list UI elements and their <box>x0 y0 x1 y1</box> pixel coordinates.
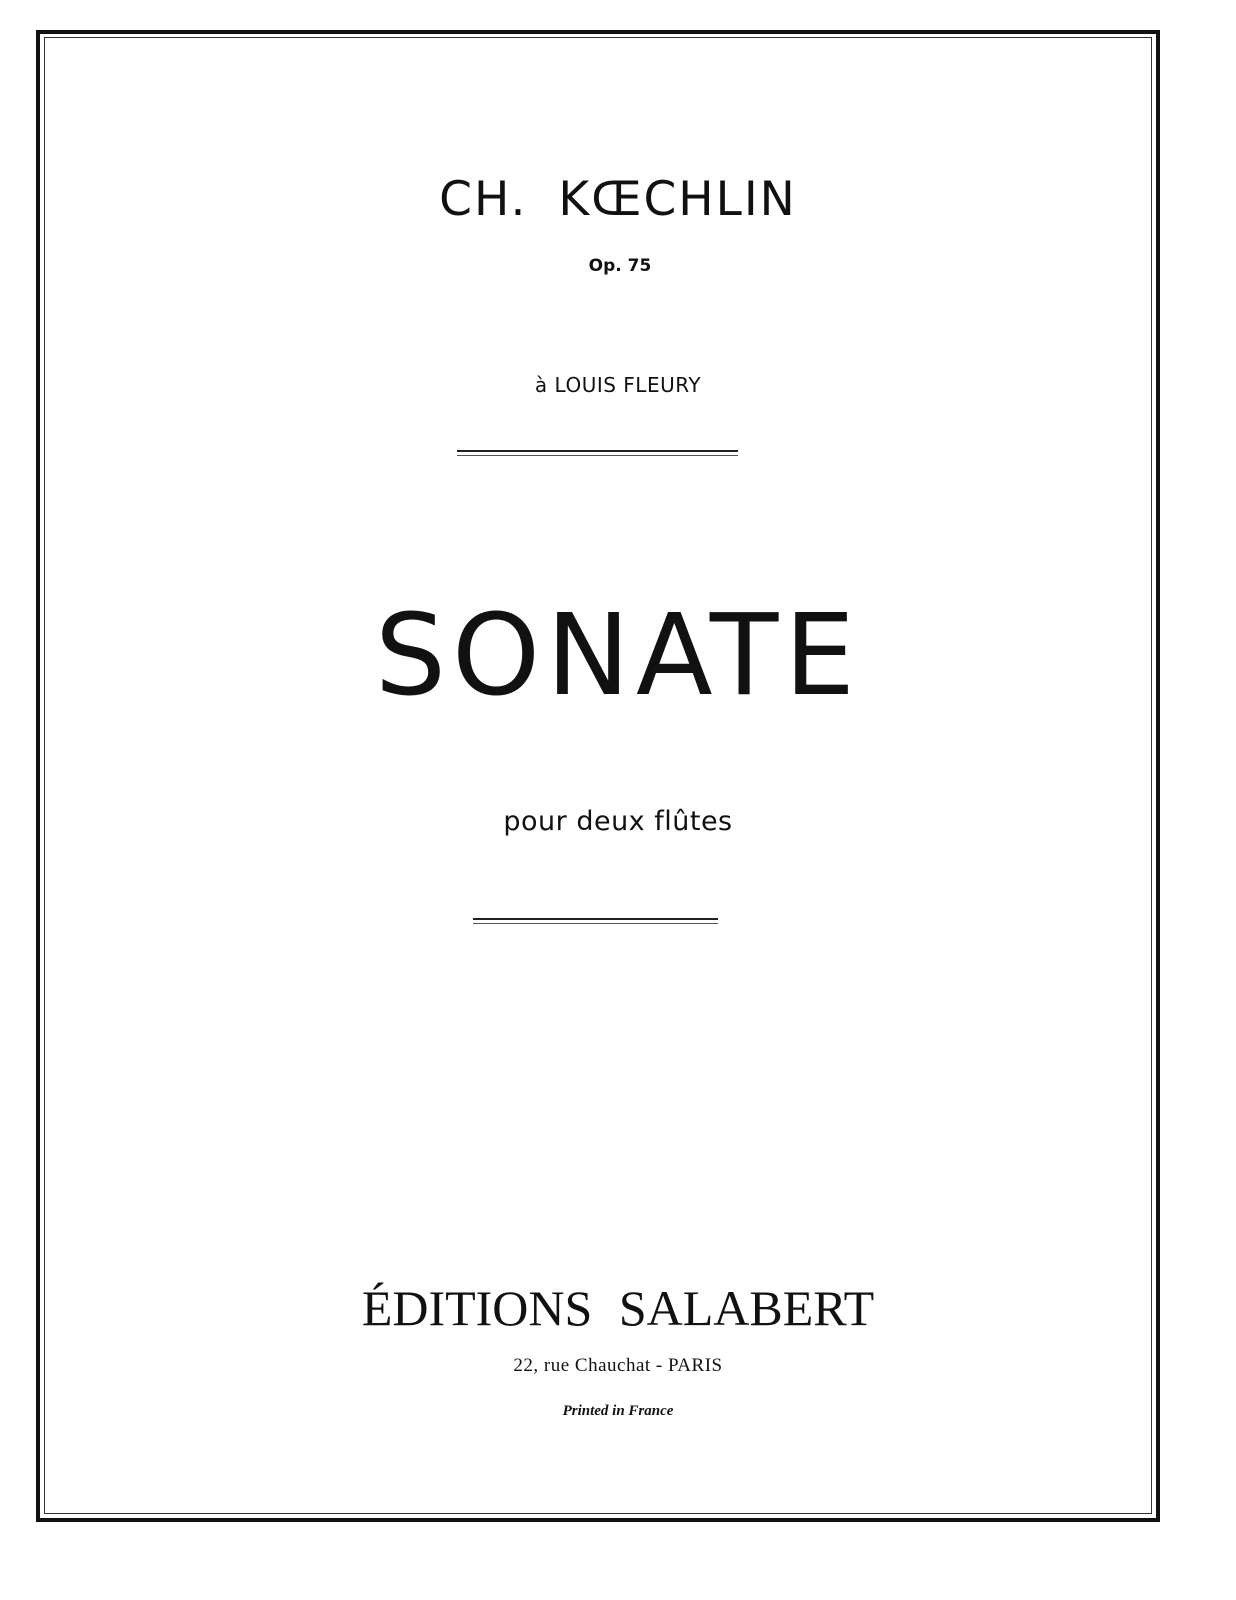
work-title: SONATE <box>374 591 862 721</box>
composer-name: CH. KŒCHLIN <box>439 172 797 227</box>
work-subtitle: pour deux flûtes <box>503 806 733 837</box>
publisher-address: 22, rue Chauchat - PARIS <box>513 1355 723 1376</box>
divider-bottom <box>473 918 718 924</box>
publisher-name: ÉDITIONS SALABERT <box>361 1280 875 1336</box>
divider-top <box>457 450 738 456</box>
opus-number: Op. 75 <box>588 256 652 276</box>
dedication: à LOUIS FLEURY <box>534 373 702 397</box>
printed-note: Printed in France <box>562 1403 674 1419</box>
